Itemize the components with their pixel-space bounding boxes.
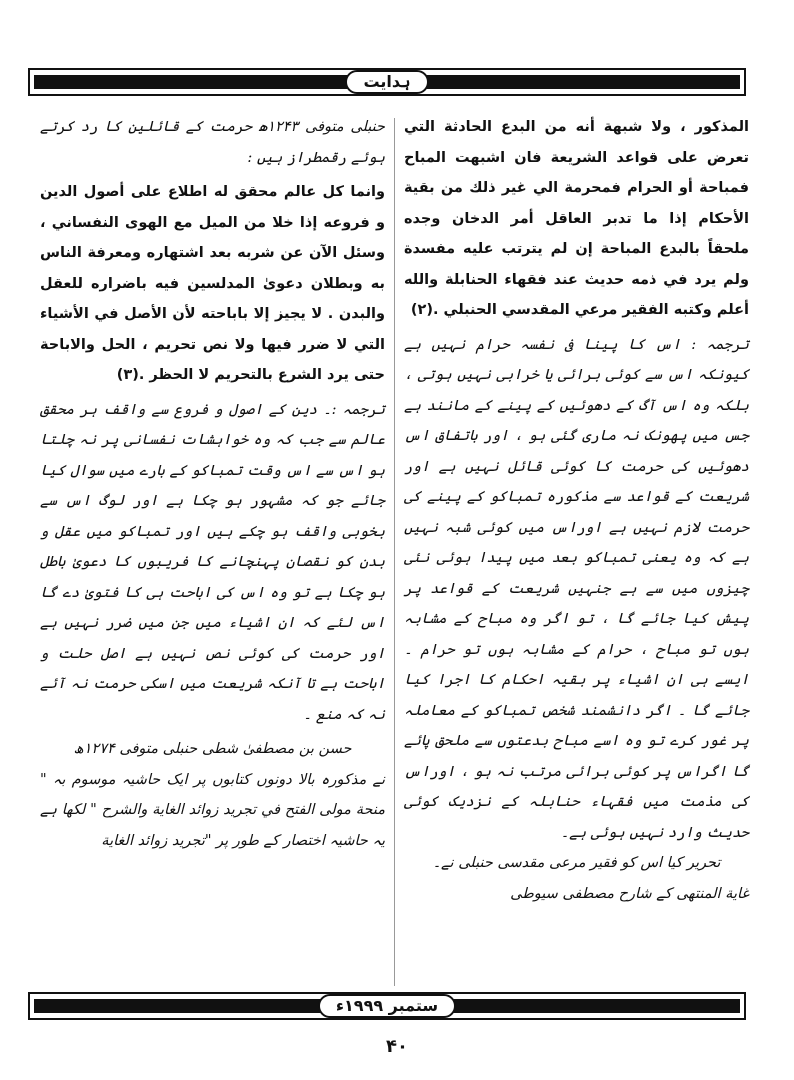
arabic-quote-paragraph: وانما كل عالم محقق له اطلاع على أصول الدين و فروعه إذا خلا من الميل مع الهوى النفساني ، وسئل الآن عن شربه بعد اشتهاره ومعرفة الناس به وبطلان دعوىٰ المدلسين فيه باضراره للعقل والبدن . لا يجيز إلا باباحته لأن الأصل في الأشياء التي لا ضرر فيها ولا نص تحريم ، الحل والاباحة حتى يرد الشرع بالتحريم لا الحظر .(۳)	[40, 184, 385, 383]
person-line: حسن بن مصطفیٰ شطی حنبلی متوفی ۱۲۷۴ھ	[73, 741, 352, 757]
left-column	[40, 112, 385, 856]
right-column	[404, 112, 749, 909]
column-divider	[394, 118, 395, 986]
footer-band	[28, 992, 746, 1020]
intro-paragraph: حنبلی متوفی ۱۲۴۳ھ حرمت کے قائلین کا رد کرتے ہوئے رقمطراز ہیں :	[40, 119, 385, 166]
source-line: غاية المنتهى کے شارح مصطفی سیوطی	[510, 885, 749, 902]
closing-paragraph: نے مذکورہ بالا دونوں کتابوں پر ایک حاشیہ موسوم بہ " منحة مولى الفتح في تجريد زوائد الغاية والشرح " لکھا ہے یہ حاشیہ اختصار کے طور پر "تجريد زوائد الغاية	[40, 771, 385, 849]
translation-paragraph: ترجمہ :۔ دین کے اصول و فروع سے واقف ہر محقق عالم سے جب کہ وہ خواہشات نفسانی پر نہ چلتا ہو اس سے اس وقت تمباکو کے بارے میں سوال کیا جائے جو کہ مشہور ہو چکا ہے اور لوگ اس سے بخوبی واقف ہو چکے ہیں اور تمباکو میں عقل و بدن کو نقصان پہنچانے کا فریبوں کا دعویٰ باطل ہو چکا ہے تو وہ اس کی اباحت ہی کا فتویٰ دے گا اس لئے کہ ان اشیاء میں جن میں ضرر نہیں ہے اور حرمت کی کوئی نص نہیں ہے اصل حلت و اباحت ہے تا آنکہ شریعت میں اسکی حرمت نہ آئے نہ کہ منع ۔	[40, 401, 385, 723]
arabic-quote-paragraph: المذكور ، ولا شبهة أنه من البدع الحادثة التي تعرض على قواعد الشريعة فان اشبهت المباح فمباحة أو الحرام فمحرمة الي غير ذلك من بقية الأحكام إذا ما تدبر العاقل أمر الدخان وجده ملحقاً بالبدع المباحة إن لم يترتب عليه مفسدة ولم يرد في ذمه حديث عند فقهاء الحنابلة والله أعلم وكتبه الفقير مرعي المقدسي الحنبلي .(۲)	[404, 119, 749, 318]
translation-paragraph: ترجمہ : اس کا پینا فی نفسہ حرام نہیں ہے کیونکہ اس سے کوئی برائی یا خرابی نہیں ہوتی ، بلکہ وہ اس آگ کے دھوئیں کے پینے کے مانند ہے جس میں پھونک نہ ماری گئی ہو ، اور باتفاق اس دھوئیں کی حرمت کا کوئی قائل نہیں ہے اور شریعت کے قواعد سے مذکورہ تمباکو کے پینے کی حرمت لازم نہیں ہے اوراس میں کوئی شبہ نہیں ہے کہ وہ یعنی تمباکو بعد میں پیدا ہوئی نئی چیزوں میں سے ہے جنہیں شریعت کے قواعد پر پیش کیا جائے گا ، تو اگر وہ مباح کے مشابہ ہوں تو مباح ، حرام کے مشابہ ہوں تو حرام ۔ ایسے ہی ان اشیاء پر بقیہ احکام کا اجرا کیا جائے گا ۔ اگر دانشمند شخص تمباکو کے معاملہ پر غور کرے تو وہ اسے مباح بدعتوں سے ملحق پائے گا اگراس پر کوئی برائی مرتب نہ ہو ، اوراس کی مذمت میں فقہاء حنابلہ کے نزدیک کوئی حدیث وارد نہیں ہوئی ہے۔	[404, 336, 749, 841]
issue-date: ستمبر ۱۹۹۹ء	[318, 994, 456, 1018]
closing-line: تحریر کیا اس کو فقیر مرعی مقدسی حنبلی نے۔	[432, 855, 721, 871]
header-band	[28, 68, 746, 96]
page-number: ۴۰	[386, 1036, 408, 1057]
magazine-title: ہدایت	[345, 70, 428, 94]
